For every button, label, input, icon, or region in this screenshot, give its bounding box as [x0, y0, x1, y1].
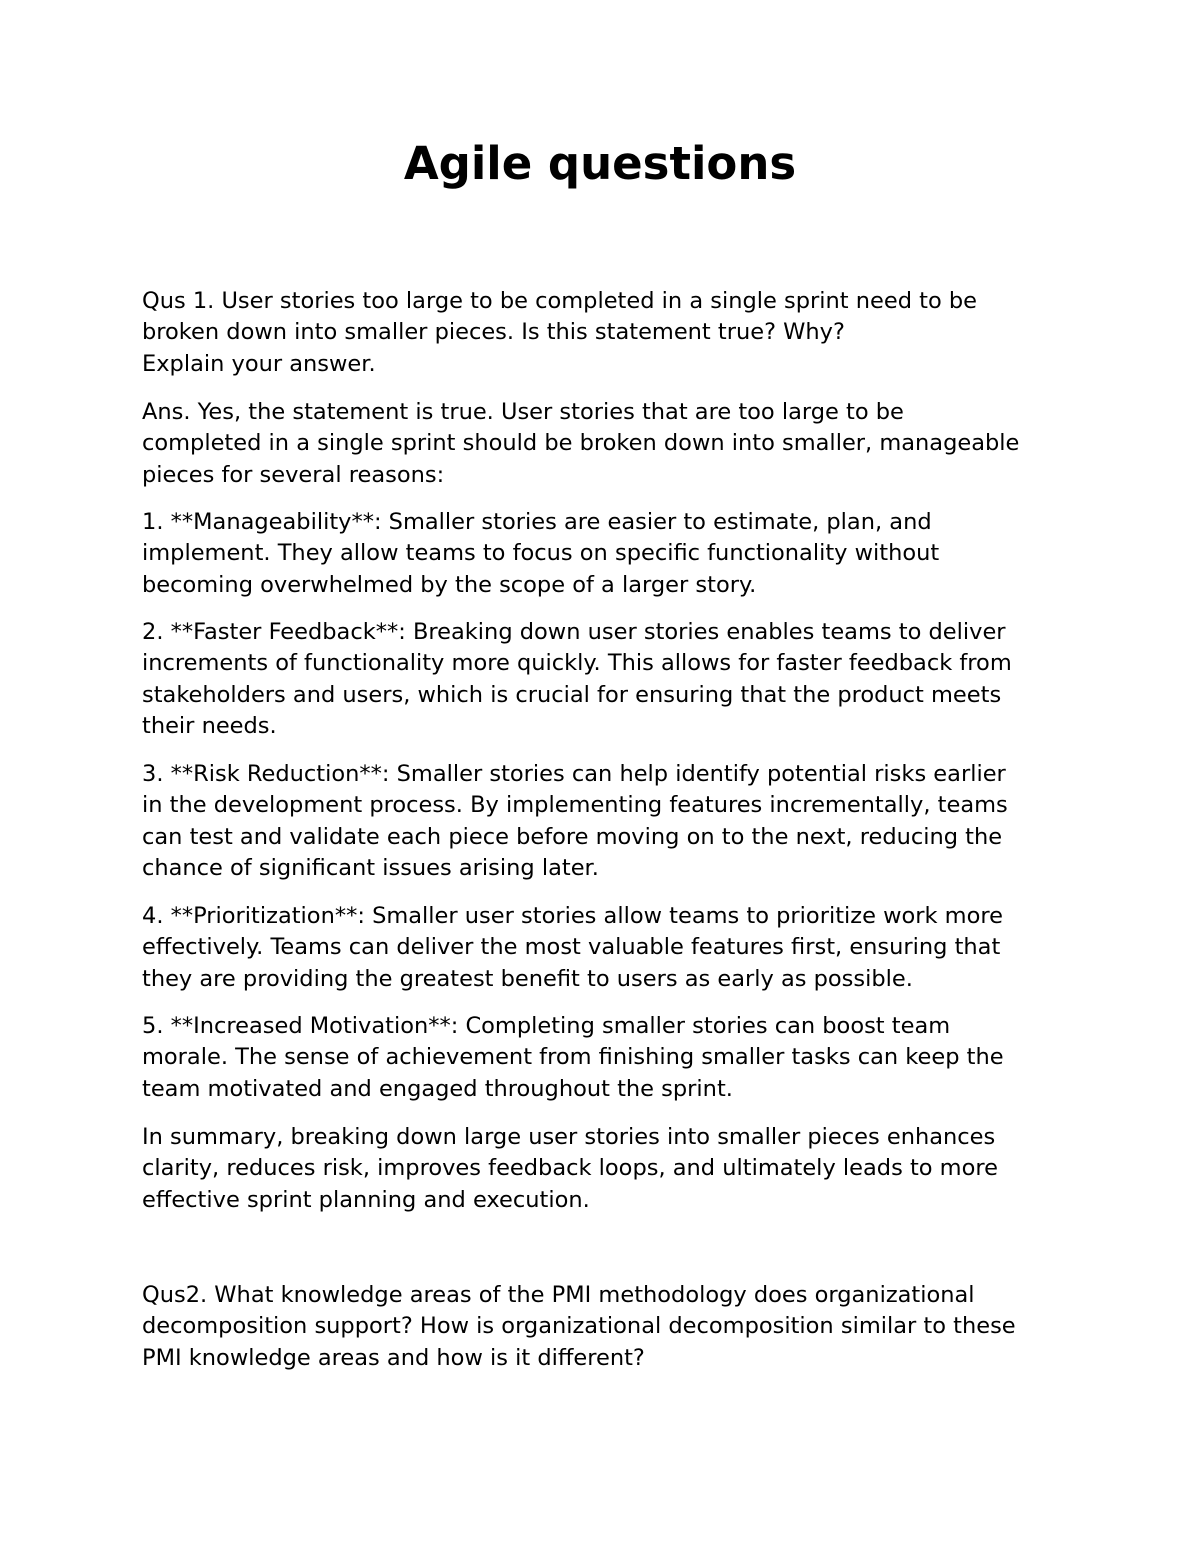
reason-increased-motivation	[142, 1011, 1067, 1105]
text-line: 3. **Risk Reduction**: Smaller stories can help identify potential risks earlier	[142, 761, 1006, 787]
reason-faster-feedback	[142, 617, 1067, 743]
text-line: clarity, reduces risk, improves feedback loops, and ultimately leads to more	[142, 1155, 998, 1182]
text-line: effectively. Teams can deliver the most valuable features first, ensuring that	[142, 934, 1001, 961]
reason-risk-reduction	[142, 759, 1067, 885]
text-line: stakeholders and users, which is crucial for ensuring that the product meets	[142, 681, 1002, 708]
summary-paragraph	[142, 1122, 1067, 1216]
text-line: 5. **Increased Motivation**: Completing smaller stories can boost team	[142, 1013, 951, 1039]
text-line: Ans. Yes, the statement is true. User stories that are too large to be	[142, 399, 904, 425]
text-line: Explain your answer.	[142, 350, 376, 377]
reason-prioritization	[142, 901, 1067, 995]
text-line: Qus 1. User stories too large to be completed in a single sprint need to be	[142, 288, 978, 314]
page-title: Agile questions	[403, 137, 797, 190]
text-line: pieces for several reasons:	[142, 461, 445, 488]
text-line: team motivated and engaged throughout the sprint.	[142, 1075, 733, 1102]
text-line: in the development process. By implementing features incrementally, teams	[142, 792, 1008, 819]
answer-intro	[142, 397, 1067, 491]
text-line: becoming overwhelmed by the scope of a larger story.	[142, 571, 757, 598]
text-line: In summary, breaking down large user stories into smaller pieces enhances	[142, 1124, 996, 1150]
text-line: implement. They allow teams to focus on specific functionality without	[142, 540, 940, 567]
text-line: their needs.	[142, 713, 277, 740]
text-line: 2. **Faster Feedback**: Breaking down user stories enables teams to deliver	[142, 619, 1006, 645]
reason-manageability	[142, 507, 1067, 601]
text-line: broken down into smaller pieces. Is this statement true? Why?	[142, 319, 845, 346]
question-1	[142, 286, 1067, 380]
text-line: Qus2. What knowledge areas of the PMI methodology does organizational	[142, 1282, 975, 1308]
question-2	[142, 1280, 1067, 1374]
text-line: they are providing the greatest benefit to users as early as possible.	[142, 965, 913, 992]
text-line: 1. **Manageability**: Smaller stories are easier to estimate, plan, and	[142, 509, 932, 535]
text-line: increments of functionality more quickly. This allows for faster feedback from	[142, 650, 1012, 677]
text-line: completed in a single sprint should be broken down into smaller, manageable	[142, 430, 1020, 457]
text-line: morale. The sense of achievement from finishing smaller tasks can keep the	[142, 1044, 1004, 1071]
text-line: effective sprint planning and execution.	[142, 1186, 590, 1213]
text-line: chance of significant issues arising later.	[142, 855, 599, 882]
text-line: decomposition support? How is organizational decomposition similar to these	[142, 1313, 1016, 1340]
text-line: 4. **Prioritization**: Smaller user stories allow teams to prioritize work more	[142, 903, 1003, 929]
text-line: PMI knowledge areas and how is it different?	[142, 1344, 645, 1371]
text-line: can test and validate each piece before moving on to the next, reducing the	[142, 823, 1003, 850]
